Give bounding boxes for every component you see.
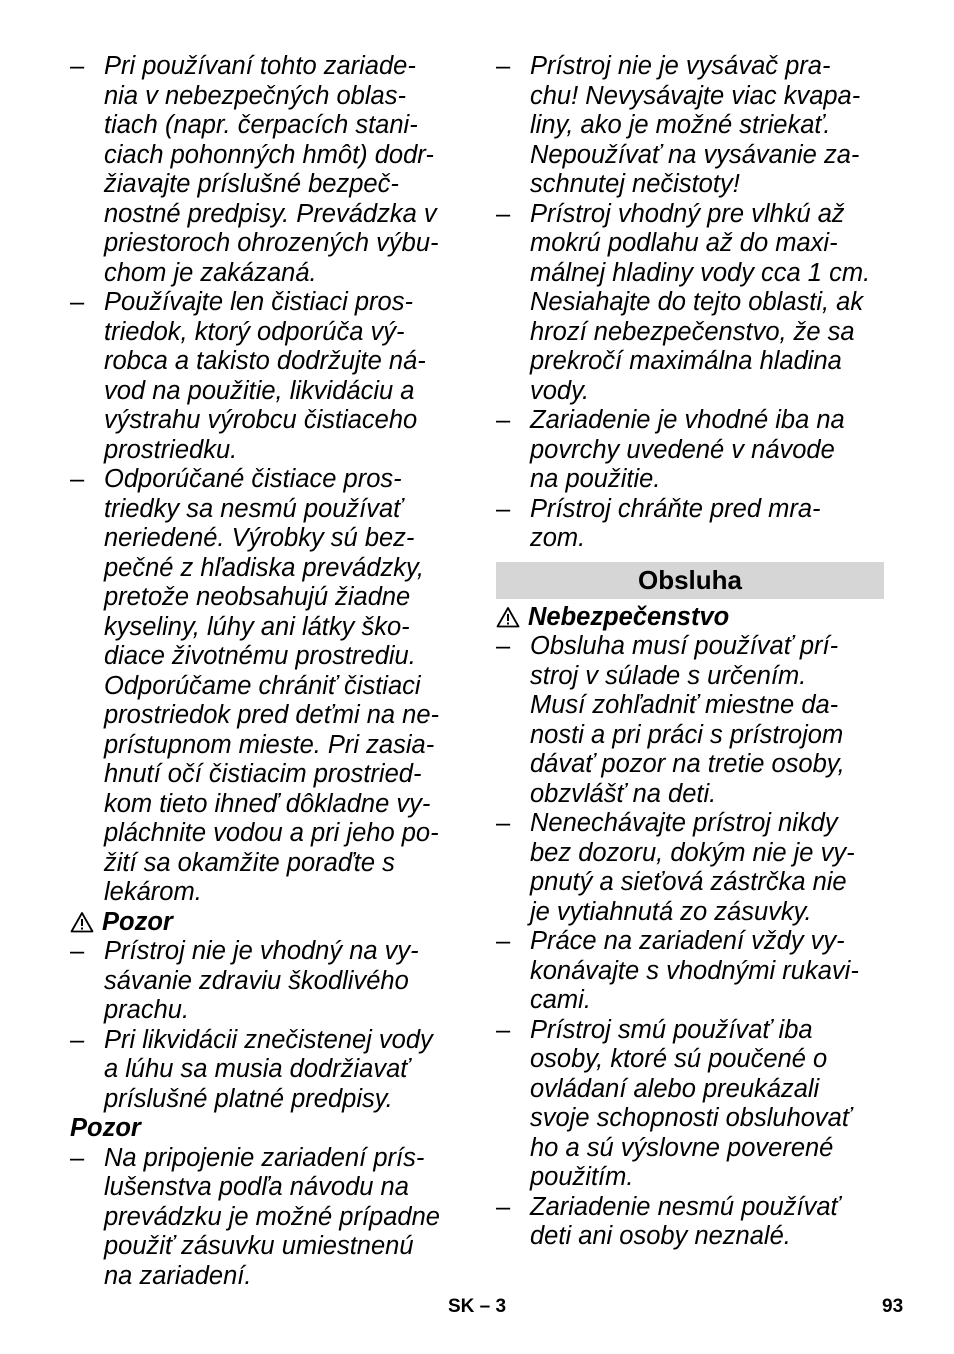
list-dash: – xyxy=(70,1025,85,1054)
list-dash: – xyxy=(496,494,511,523)
danger-heading xyxy=(496,603,884,633)
list-item-text: Pri používaní tohto zariade- nia v nebezpečných oblas- tiach (napr. čerpacích stani- ciach pohonných hmôt) dodr- žiavajte príslušné bezpeč- nostné predpisy. Prevádzka v priestoroch ohrozených výbu- chom je zakázaná. xyxy=(104,52,439,287)
left-list-caution xyxy=(70,1144,462,1292)
list-item-text: Prístroj chráňte pred mra- zom. xyxy=(530,494,821,552)
list-dash: – xyxy=(496,406,511,434)
list-item xyxy=(70,937,462,1026)
list-item-text: Pri likvidácii znečistenej vody a lúhu sa musia dodržiavať príslušné platné predpisy. xyxy=(104,1025,433,1113)
list-dash: – xyxy=(496,927,511,955)
list-dash: – xyxy=(70,288,85,316)
list-item-text: Odporúčané čistiace pros- triedky sa nesmú používať neriedené. Výrobky sú bez- pečné z hľadiska prevádzky, pretože neobsahujú žiadne kyseliny, lúhy ani látky ško- diace životnému prostrediu. Odporúčame chrániť čistiaci prostriedok pred deťmi na ne- prístupnom mieste. Pri zasia- hnutí očí čistiacim prostried- kom tieto ihneď dôkladne vy- pláchnite vodou a pri jeho po- žití sa okamžite poraďte s lekárom. xyxy=(104,465,440,906)
warning-triangle-icon xyxy=(70,911,94,933)
list-item xyxy=(496,927,884,1016)
list-item xyxy=(496,1193,884,1252)
list-dash: – xyxy=(70,1143,85,1172)
list-item xyxy=(496,406,884,495)
list-item xyxy=(70,288,462,465)
list-item-text: Používajte len čistiaci pros- triedok, ktorý odporúča vý- robca a takisto dodržujte ná- vod na použitie, likvidáciu a výstrahu výrobcu čistiaceho prostriedku. xyxy=(104,288,426,464)
list-item xyxy=(70,1026,462,1115)
left-list-top xyxy=(70,52,462,908)
list-item xyxy=(496,52,884,200)
list-item xyxy=(496,200,884,407)
list-item xyxy=(70,1144,462,1292)
warning-heading xyxy=(70,908,462,938)
list-item-text: Prístroj vhodný pre vlhkú až mokrú podlahu až do maxi- málnej hladiny vody cca 1 cm. Nesiahajte do tejto oblasti, ak hrozí nebezpečenstvo, že sa prekročí maximálna hladina vody. xyxy=(530,199,871,405)
list-item xyxy=(496,495,884,554)
list-item-text: Prístroj smú používať iba osoby, ktoré sú poučené o ovládaní alebo preukázali svoje schopnosti obsluhovať ho a sú výslovne poverené použitím. xyxy=(530,1015,851,1191)
list-item xyxy=(496,1016,884,1193)
list-item xyxy=(70,465,462,908)
list-item-text: Zariadenie nesmú používať deti ani osoby neznalé. xyxy=(530,1192,840,1250)
footer-section-label: SK – 3 xyxy=(448,1296,507,1317)
warning-label: Pozor xyxy=(102,907,173,936)
list-dash: – xyxy=(496,52,511,80)
left-list-warning xyxy=(70,937,462,1114)
list-dash: – xyxy=(496,199,511,228)
list-item-text: Nenechávajte prístroj nikdy bez dozoru, dokým nie je vy- pnutý a sieťová zástrčka nie je vytiahnutá zo zásuvky. xyxy=(530,809,855,926)
list-item-text: Prístroj nie je vysávač pra- chu! Nevysávajte viac kvapa- liny, ako je možné striekať. Nepoužívať na vysávanie za- schnutej nečistoty! xyxy=(530,52,861,198)
section-heading-obsluha: Obsluha xyxy=(496,562,884,599)
list-dash: – xyxy=(496,1015,511,1044)
list-dash: – xyxy=(496,632,511,660)
warning-triangle-icon xyxy=(496,606,520,628)
list-item-text: Zariadenie je vhodné iba na povrchy uvedené v návode na použitie. xyxy=(530,406,845,493)
list-dash: – xyxy=(70,937,85,965)
list-dash: – xyxy=(496,1192,511,1221)
list-item-text: Obsluha musí používať prí- stroj v súlade s určením. Musí zohľadniť miestne da- nosti a pri práci s prístrojom dávať pozor na tretie osoby, obzvlášť na deti. xyxy=(530,632,845,808)
right-list-danger xyxy=(496,632,884,1252)
danger-label: Nebezpečenstvo xyxy=(528,602,730,631)
right-list-top xyxy=(496,52,884,554)
footer-page-number: 93 xyxy=(882,1296,904,1317)
left-column xyxy=(70,52,462,1291)
list-item xyxy=(496,809,884,927)
list-dash: – xyxy=(70,465,85,493)
list-dash: – xyxy=(70,52,85,80)
caution-heading: Pozor xyxy=(70,1114,141,1142)
list-item-text: Práce na zariadení vždy vy- konávajte s vhodnými rukavi- cami. xyxy=(530,927,859,1014)
list-item xyxy=(496,632,884,809)
list-item-text: Prístroj nie je vhodný na vy- sávanie zdraviu škodlivého prachu. xyxy=(104,937,419,1024)
list-dash: – xyxy=(496,809,511,837)
list-item-text: Na pripojenie zariadení prís- lušenstva podľa návodu na prevádzku je možné prípadne použiť zásuvku umiestnenú na zariadení. xyxy=(104,1143,440,1290)
right-column xyxy=(496,52,884,1252)
list-item xyxy=(70,52,462,288)
